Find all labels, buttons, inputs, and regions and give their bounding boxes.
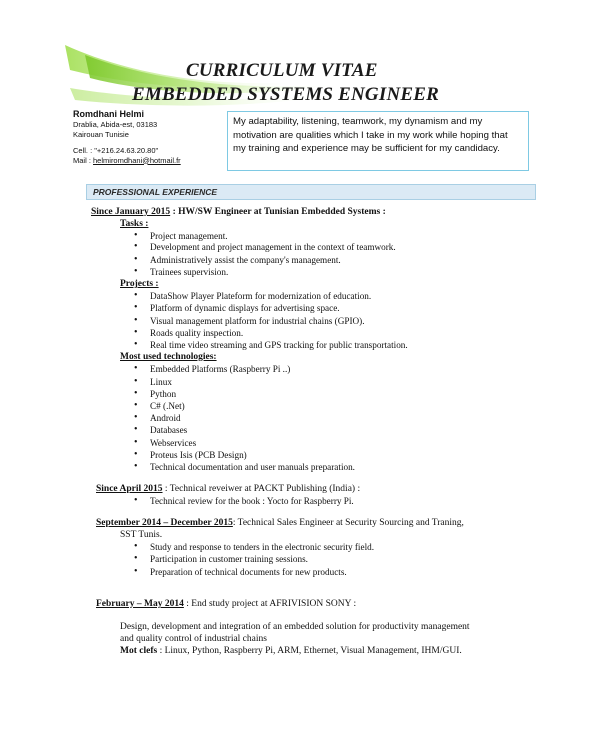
- job-date: September 2014 – December 2015: [96, 518, 233, 528]
- job-title: : Technical Sales Engineer at Security Sourcing and Traning,: [232, 518, 464, 528]
- list-item: • Administratively assist the company's management.: [150, 254, 341, 266]
- projects-label: Projects :: [120, 279, 159, 289]
- list-item: • Technical review for the book : Yocto for Raspberry Pi.: [150, 495, 354, 507]
- job-heading: [96, 598, 356, 610]
- list-item: • Python: [150, 388, 176, 400]
- technologies-label: Most used technologies:: [120, 352, 217, 362]
- list-item: • Real time video streaming and GPS tracking for public transportation.: [150, 339, 408, 351]
- keywords-values: : Linux, Python, Raspberry Pi, ARM, Ethernet, Visual Management, IHM/GUI.: [157, 646, 462, 656]
- list-item: • Technical documentation and user manuals preparation.: [150, 461, 355, 473]
- cv-title: CURRICULUM VITAE: [186, 60, 378, 81]
- job-date: Since April 2015: [96, 484, 163, 494]
- candidate-name: Romdhani Helmi: [73, 109, 145, 119]
- list-item: • Linux: [150, 376, 172, 388]
- contact-block: [73, 109, 181, 165]
- job-heading: [96, 517, 464, 529]
- list-item: • Roads quality inspection.: [150, 327, 243, 339]
- list-item: • Webservices: [150, 437, 196, 449]
- list-item: • Embedded Platforms (Raspberry Pi ..): [150, 363, 290, 375]
- list-item: • Preparation of technical documents for new products.: [150, 566, 347, 578]
- list-item: • Study and response to tenders in the electronic security field.: [150, 541, 374, 553]
- list-item: • Visual management platform for industrial chains (GPIO).: [150, 315, 365, 327]
- mail-label: Mail :: [73, 155, 94, 165]
- list-item: • Databases: [150, 424, 187, 436]
- email-link[interactable]: helmiromdhani@hotmail.fr: [93, 155, 181, 165]
- job-heading: [96, 483, 360, 495]
- job-date: February – May 2014: [96, 599, 184, 609]
- summary-box: My adaptability, listening, teamwork, my dynamism and my motivation are qualities which I take in my work while hoping that my training and experience may be sufficient for my candidacy.: [227, 111, 529, 171]
- list-item: • Proteus Isis (PCB Design): [150, 449, 247, 461]
- job-title: : HW/SW Engineer at Tunisian Embedded Systems :: [170, 207, 386, 217]
- list-item: • Platform of dynamic displays for advertising space.: [150, 302, 340, 314]
- list-item: • Participation in customer training sessions.: [150, 553, 308, 565]
- cv-subtitle: EMBEDDED SYSTEMS ENGINEER: [132, 84, 439, 105]
- keywords-label: Mot clefs: [120, 646, 158, 656]
- list-item: • DataShow Player Plateform for modernization of education.: [150, 290, 371, 302]
- job-title-continued: SST Tunis.: [120, 530, 163, 540]
- list-item: • Development and project management in the context of teamwork.: [150, 241, 396, 253]
- address-line-1: Drablia, Abida-est, 03183: [73, 120, 158, 129]
- cell-phone: Cell. : "+216.24.63.20.80": [73, 146, 159, 155]
- job-date: Since January 2015: [91, 207, 171, 217]
- list-item: • C# (.Net): [150, 400, 185, 412]
- list-item: • Project management.: [150, 230, 228, 242]
- tasks-label: Tasks :: [120, 219, 149, 229]
- job-description-line: and quality control of industrial chains: [120, 634, 267, 644]
- job-heading: [91, 206, 386, 218]
- mail-line: [73, 156, 181, 166]
- job-title: : End study project at AFRIVISION SONY :: [183, 599, 357, 609]
- list-item: • Trainees supervision.: [150, 266, 228, 278]
- job-title: : Technical reveiwer at PACKT Publishing (India) :: [162, 484, 361, 494]
- job-description-line: Design, development and integration of an embedded solution for productivity management: [120, 622, 470, 632]
- list-item: • Android: [150, 412, 181, 424]
- keywords-line: [120, 645, 462, 657]
- address-line-2: Kairouan Tunisie: [73, 129, 129, 139]
- section-professional-experience: PROFESSIONAL EXPERIENCE: [86, 184, 536, 200]
